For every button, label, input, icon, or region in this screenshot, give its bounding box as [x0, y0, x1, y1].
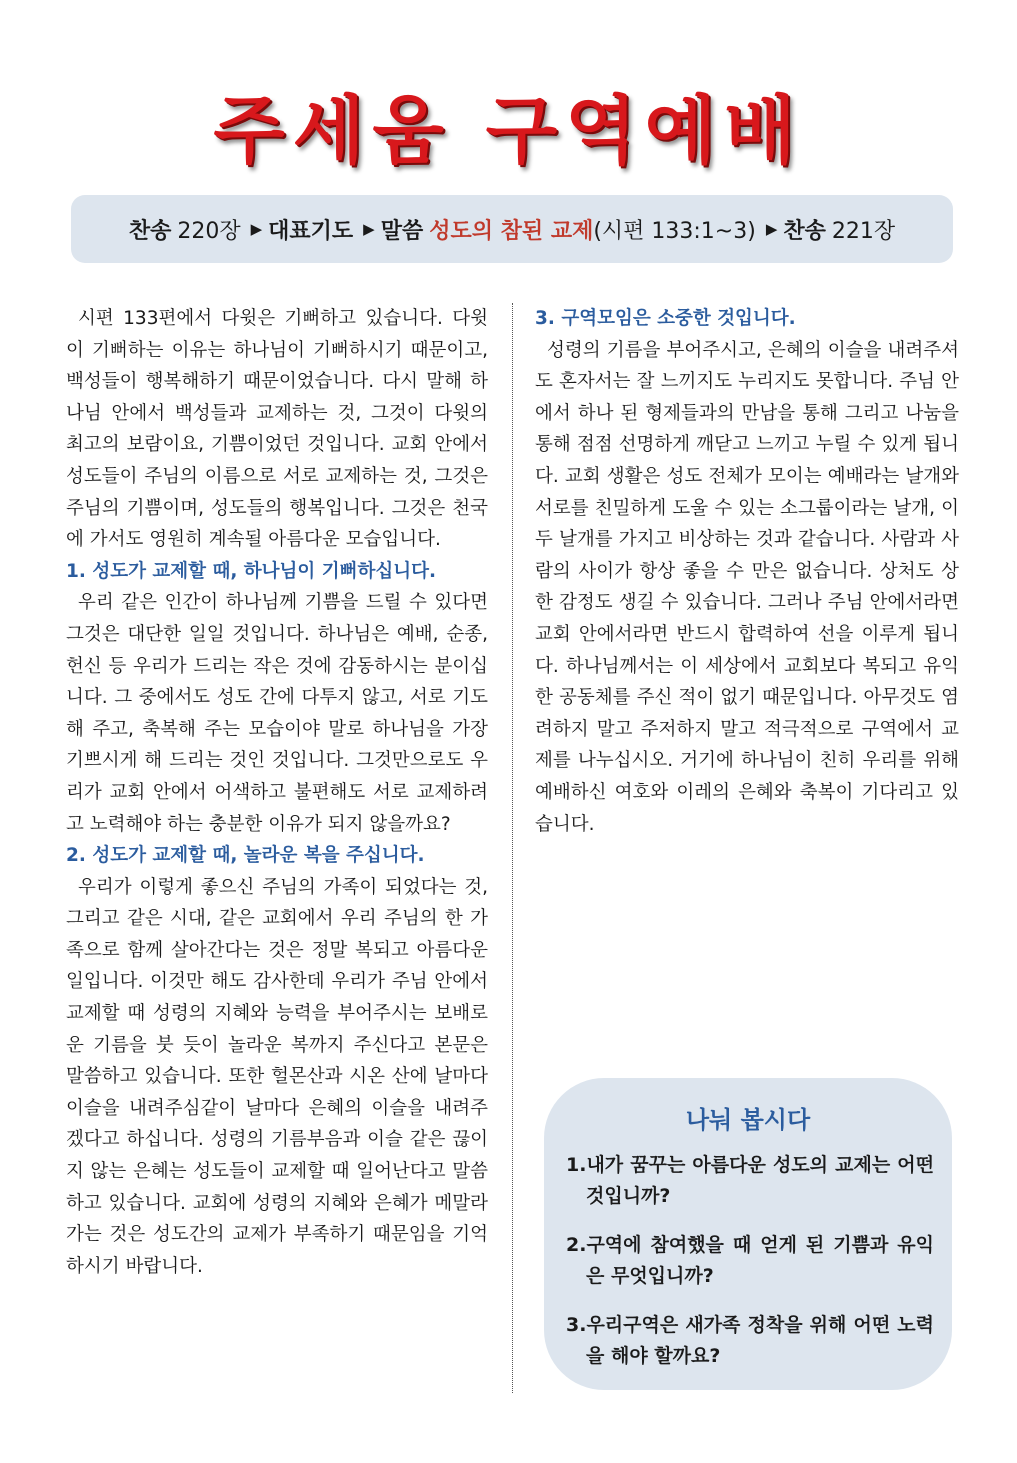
question-item: 3.우리구역은 새가족 정착을 위해 어떤 노력을 해야 할까요? [566, 1314, 934, 1367]
prayer-label: 대표기도 [268, 218, 354, 244]
section-heading-1: 1. 성도가 교제할 때, 하나님이 기뻐하십니다. [66, 560, 436, 582]
discussion-title: 나눠 봅시다 [685, 1106, 811, 1134]
question-item: 2.구역에 참여했을 때 얻게 된 기쁨과 유익은 무엇입니까? [566, 1234, 934, 1287]
section-paragraph-2: 우리가 이렇게 좋으신 주님의 가족이 되었다는 것, 그리고 같은 시대, 같은 교회에서 우리 주님의 한 가족으로 함께 살아간다는 것은 정말 복되고 아름다운 일입니다. 이것만 해도 감사한데 우리가 주님 안에서 교제할 때 성령의 지혜와 능력을 부어주시는 보배로운 기름을 붓 듯이 놀라운 복까지 주신다고 본문은 말씀하고 있습니다. 또한 헐몬산과 시온 산에 날마다 이슬을 내려주심같이 날마다 은혜의 이슬을 내려주겠다고 하십니다. 성령의 기름부음과 이슬 같은 끊이지 않는 은혜는 성도들이 교제할 때 일어난다고 말씀하고 있습니다. 교회에 성령의 지혜와 은혜가 메말라 가는 것은 성도간의 교제가 부족하기 때문임을 기억하시기 바랍니다. [66, 876, 488, 1277]
section-paragraph-3: 성령의 기름을 부어주시고, 은혜의 이슬을 내려주셔도 혼자서는 잘 느끼지도 누리지도 못합니다. 주님 안에서 하나 된 형제들과의 만남을 통해 그리고 나눔을 통해 점점 선명하게 깨닫고 느끼고 누릴 수 있게 됩니다. 교회 생활은 성도 전체가 모이는 예배라는 날개와 서로를 친밀하게 도울 수 있는 소그룹이라는 날개, 이 두 날개를 가지고 비상하는 것과 같습니다. 사람과 사람의 사이가 항상 좋을 수 만은 없습니다. 상처도 상한 감정도 생길 수 있습니다. 그러나 주님 안에서라면 교회 안에서라면 반드시 합력하여 선을 이루게 됩니다. 하나님께서는 이 세상에서 교회보다 복되고 유익한 공동체를 주신 적이 없기 때문입니다. 아무것도 염려하지 말고 주저하지 말고 적극적으로 구역에서 교제를 나누십시오. 거기에 하나님이 친히 우리를 위해 예배하신 여호와 이레의 은혜와 축복이 기다리고 있습니다. [535, 339, 959, 835]
left-column [66, 303, 488, 1282]
section-heading-3: 3. 구역모임은 소중한 것입니다. [535, 308, 796, 329]
discussion-box [544, 1078, 952, 1390]
arrow-icon: ▶ [363, 220, 375, 238]
column-divider [512, 303, 513, 1393]
hymn2-value: 221장 [831, 218, 896, 244]
page-title: 주세움 구역예배 [213, 88, 804, 174]
sermon-reference: (시편 133:1~3) [593, 218, 756, 244]
sermon-label: 말씀 [380, 218, 424, 244]
right-column [535, 303, 959, 840]
intro-paragraph: 시편 133편에서 다윗은 기뻐하고 있습니다. 다윗이 기뻐하는 이유는 하나님이 기뻐하시기 때문이고, 백성들이 행복해하기 때문이었습니다. 다시 말해 하나님 안에서 백성들과 교제하는 것, 그것이 다윗의 최고의 보람이요, 기쁨이었던 것입니다. 교회 안에서 성도들이 주님의 이름으로 서로 교제하는 것, 그것은 주님의 기쁨이며, 성도들의 행복입니다. 그것은 천국에 가서도 영원히 계속될 아름다운 모습입니다. [66, 308, 488, 551]
sermon-title: 성도의 참된 교제 [429, 218, 594, 244]
arrow-icon: ▶ [765, 220, 778, 238]
arrow-icon: ▶ [250, 220, 263, 238]
hymn1-label: 찬송 [128, 218, 172, 244]
question-item: 1.내가 꿈꾸는 아름다운 성도의 교제는 어떤 것입니까? [566, 1154, 934, 1207]
section-heading-2: 2. 성도가 교제할 때, 놀라운 복을 주십니다. [66, 845, 425, 867]
worship-order-bar [71, 195, 953, 263]
hymn2-label: 찬송 [783, 218, 826, 244]
question-list [566, 1150, 934, 1390]
section-paragraph-1: 우리 같은 인간이 하나님께 기쁨을 드릴 수 있다면 그것은 대단한 일일 것입니다. 하나님은 예배, 순종, 헌신 등 우리가 드리는 작은 것에 감동하시는 분이십니다. 그 중에서도 성도 간에 다투지 않고, 서로 기도해 주고, 축복해 주는 모습이야 말로 하나님을 가장 기쁘시게 해 드리는 것인 것입니다. 그것만으로도 우리가 교회 안에서 어색하고 불편해도 서로 교제하려고 노력해야 하는 충분한 이유가 되지 않을까요? [66, 592, 488, 835]
hymn1-value: 220장 [177, 218, 241, 244]
